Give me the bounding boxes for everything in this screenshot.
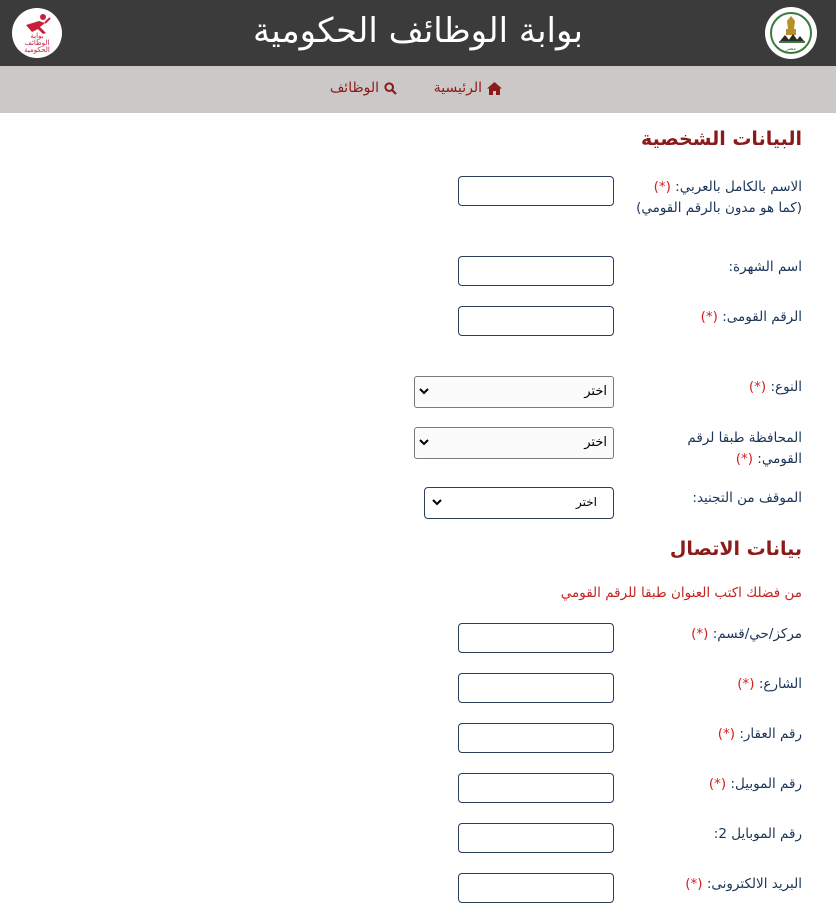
military-status-label: الموقف من التجنيد: — [692, 490, 802, 506]
governorate-label — [672, 428, 802, 470]
nav-jobs-link[interactable] — [330, 80, 397, 96]
street-label — [632, 674, 802, 695]
chevron-down-icon — [419, 439, 429, 446]
mobile-label — [632, 774, 802, 795]
district-label — [632, 624, 802, 645]
nav-jobs-label: الوظائف — [329, 80, 379, 96]
district-label-text: مركز/حي/قسم: — [712, 626, 802, 642]
personal-data-title: البيانات الشخصية — [641, 128, 802, 150]
page-header — [0, 0, 836, 66]
governorate-select-value: اختر — [584, 435, 607, 450]
building-number-label — [632, 724, 802, 745]
mobile2-label: رقم الموبايل 2: — [713, 826, 802, 842]
national-id-input[interactable] — [458, 306, 614, 336]
required-mark: (*) — [748, 379, 767, 395]
full-name-label-text: الاسم بالكامل بالعربي: — [675, 179, 802, 195]
nav-home-label: الرئيسية — [433, 80, 482, 96]
gender-label — [632, 377, 802, 398]
required-mark: (*) — [737, 676, 755, 692]
street-label-text: الشارع: — [758, 676, 802, 692]
governorate-select[interactable] — [414, 427, 614, 459]
search-icon — [384, 82, 397, 95]
required-mark: (*) — [685, 876, 703, 892]
gender-label-text: النوع: — [770, 379, 802, 395]
required-mark: (*) — [691, 626, 709, 642]
home-icon — [487, 82, 502, 95]
email-label — [632, 874, 802, 895]
required-mark: (*) — [708, 776, 727, 792]
district-input[interactable] — [458, 623, 614, 653]
building-number-input[interactable] — [458, 723, 614, 753]
national-id-label — [632, 307, 802, 328]
portal-logo-line-1: بوابة — [30, 32, 44, 40]
nickname-label: اسم الشهرة: — [728, 259, 802, 275]
required-mark: (*) — [653, 179, 671, 195]
full-name-input[interactable] — [458, 176, 614, 206]
required-mark: (*) — [735, 451, 753, 467]
email-input[interactable] — [458, 873, 614, 903]
egypt-emblem-icon — [765, 7, 817, 59]
national-id-label-text: الرقم القومى: — [722, 309, 802, 325]
page-title: بوابة الوظائف الحكومية — [252, 11, 584, 51]
mobile-label-text: رقم الموبيل: — [730, 776, 802, 792]
portal-logo-line-3: الحكومية — [24, 46, 50, 54]
mobile-input[interactable] — [458, 773, 614, 803]
governorate-label-text: المحافظة طبقا لرقم القومي: — [687, 430, 802, 467]
address-note: من فضلك اكتب العنوان طبقا للرقم القومي — [560, 585, 802, 601]
main-nav — [0, 66, 836, 113]
chevron-down-icon — [432, 499, 442, 506]
required-mark: (*) — [700, 309, 718, 325]
street-input[interactable] — [458, 673, 614, 703]
building-number-label-text: رقم العقار: — [739, 726, 802, 742]
full-name-note: (كما هو مدون بالرقم القومي) — [636, 200, 802, 216]
email-label-text: البريد الالكترونى: — [706, 876, 802, 892]
emblem-caption: مصر — [786, 46, 796, 52]
contact-data-title: بيانات الاتصال — [669, 538, 802, 560]
nav-home-link[interactable] — [434, 80, 502, 96]
military-status-select[interactable] — [424, 487, 614, 519]
full-name-label — [632, 177, 802, 219]
portal-logo-line-2: الوظائف — [24, 39, 50, 47]
egypt-emblem-logo[interactable] — [765, 7, 817, 59]
nickname-input[interactable] — [458, 256, 614, 286]
gender-select-value: اختر — [584, 384, 607, 399]
chevron-down-icon — [419, 388, 429, 395]
mobile2-input[interactable] — [458, 823, 614, 853]
gender-select[interactable] — [414, 376, 614, 408]
military-status-select-value: اختر — [576, 495, 597, 509]
required-mark: (*) — [717, 726, 736, 742]
